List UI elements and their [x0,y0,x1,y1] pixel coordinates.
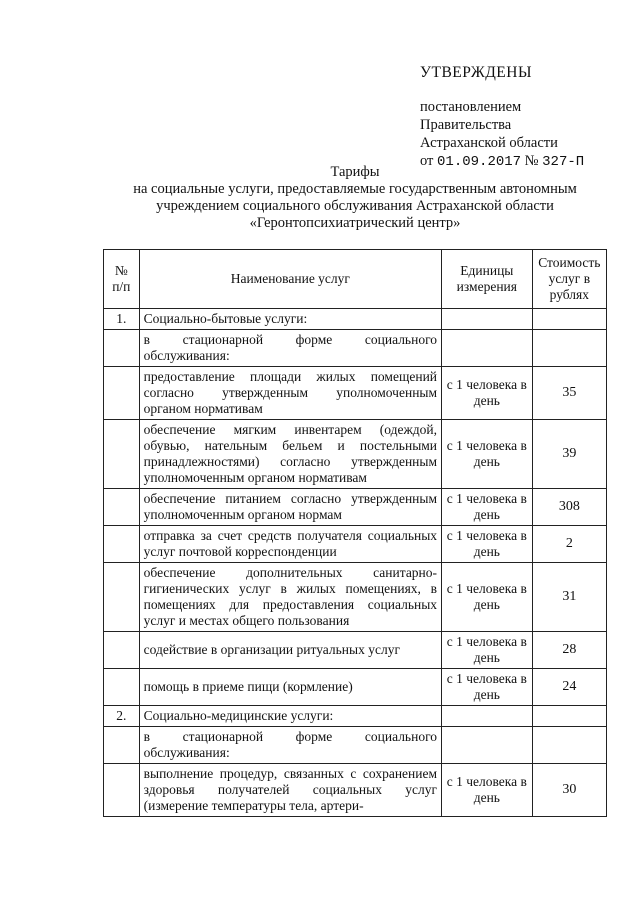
row-num [104,330,140,367]
row-num [104,632,140,669]
table-row [104,669,607,706]
row-price [532,309,606,330]
approval-line-3: Астраханской области [420,135,558,151]
row-unit: с 1 человека в день [442,420,533,489]
row-price: 35 [532,367,606,420]
table-row [104,367,607,420]
approval-date: 01.09.2017 [437,154,522,170]
row-num [104,367,140,420]
row-unit: с 1 человека в день [442,563,533,632]
title-line-4: «Геронтопсихиатрический центр» [249,215,461,231]
row-name: обеспечение питанием согласно утвержденным уполномоченным органом нормам [139,489,441,526]
row-name: обеспечение мягким инвентарем (одеждой, обувью, нательным бельем и постельными принадлежностями) согласно утвержденным уполномоченным органом нормативам [139,420,441,489]
row-name: в стационарной форме социального обслуживания: [139,330,441,367]
row-unit [442,309,533,330]
table-header-row [104,250,607,309]
row-price [532,727,606,764]
table-row [104,489,607,526]
row-price: 24 [532,669,606,706]
table-row [104,764,607,817]
table-row [104,526,607,563]
row-name: содействие в организации ритуальных услуг [139,632,441,669]
header-name: Наименование услуг [139,250,441,309]
row-price: 28 [532,632,606,669]
table-row [104,706,607,727]
table-row [104,420,607,489]
row-num [104,489,140,526]
approval-block [420,64,584,171]
row-unit: с 1 человека в день [442,669,533,706]
title-line-2: на социальные услуги, предоставляемые государственным автономным [133,181,577,197]
row-name: предоставление площади жилых помещений согласно утвержденным уполномоченным органом нормативам [139,367,441,420]
row-price: 30 [532,764,606,817]
table-row [104,632,607,669]
row-price: 2 [532,526,606,563]
row-price [532,706,606,727]
approval-number: 327-П [542,154,585,170]
approval-heading: УТВЕРЖДЕНЫ [420,64,532,81]
row-num [104,420,140,489]
row-unit: с 1 человека в день [442,489,533,526]
row-unit: с 1 человека в день [442,632,533,669]
header-unit: Единицы измерения [442,250,533,309]
table-row [104,727,607,764]
row-name: обеспечение дополнительных санитарно-гигиенических услуг в жилых помещениях, в помещениях для предоставления социальных услуг и местах общего пользования [139,563,441,632]
row-name: помощь в приеме пищи (кормление) [139,669,441,706]
tariffs-table [103,249,607,817]
row-name: в стационарной форме социального обслуживания: [139,727,441,764]
row-unit [442,727,533,764]
table-row [104,330,607,367]
row-price: 39 [532,420,606,489]
title-line-3: учреждением социального обслуживания Астраханской области [156,198,554,214]
approval-line-2: Правительства [420,117,512,133]
row-name: выполнение процедур, связанных с сохранением здоровья получателей социальных услуг (измерение температуры тела, артери- [139,764,441,817]
row-unit: с 1 человека в день [442,764,533,817]
header-price: Стоимость услуг в рублях [532,250,606,309]
row-name: отправка за счет средств получателя социальных услуг почтовой корреспонденции [139,526,441,563]
header-num: № п/п [104,250,140,309]
row-num [104,526,140,563]
approval-date-prefix: от [420,153,434,169]
row-price: 308 [532,489,606,526]
approval-line-1: постановлением [420,99,522,115]
row-unit: с 1 человека в день [442,526,533,563]
row-num [104,727,140,764]
approval-number-sign: № [524,153,539,169]
row-price [532,330,606,367]
row-unit [442,706,533,727]
document-title [60,164,640,232]
row-num: 2. [104,706,140,727]
row-num [104,764,140,817]
row-unit [442,330,533,367]
row-price: 31 [532,563,606,632]
row-name: Социально-медицинские услуги: [139,706,441,727]
table-row [104,309,607,330]
row-name: Социально-бытовые услуги: [139,309,441,330]
row-num [104,563,140,632]
row-num: 1. [104,309,140,330]
row-num [104,669,140,706]
table-row [104,563,607,632]
row-unit: с 1 человека в день [442,367,533,420]
title-line-1: Тарифы [330,164,380,180]
